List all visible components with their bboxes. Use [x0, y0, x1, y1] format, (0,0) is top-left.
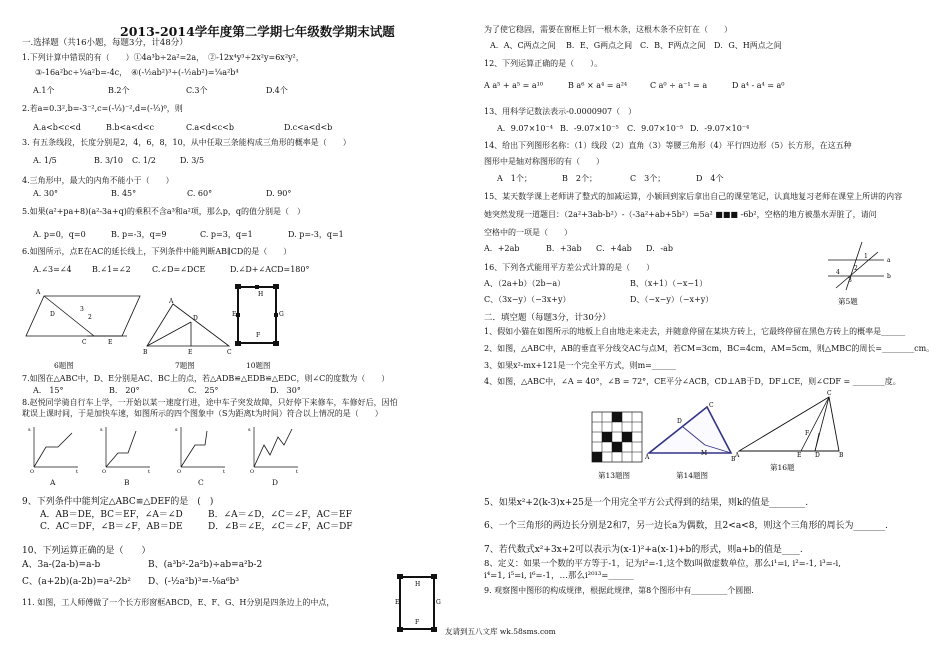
q16-opt-b: B、（x+1）（−x−1） — [630, 279, 708, 288]
q14-opt-c: C 3个； — [630, 174, 666, 183]
svg-text:A: A — [645, 454, 650, 461]
q13: 13、用科学记数法表示-0.0000907（ ） — [484, 107, 637, 116]
svg-text:C: C — [82, 339, 87, 346]
figure-16-triangle — [735, 390, 845, 459]
svg-text:s: s — [248, 427, 251, 433]
q1-b: ③-16a²bc÷¼a²b=-4c， ④(-½ab²)³÷(-½ab²)=¼a²b⁴ — [35, 68, 239, 77]
svg-text:E: E — [797, 452, 802, 459]
svg-text:3: 3 — [80, 306, 84, 313]
q2-opt-c: C.a<d<c<b — [186, 123, 234, 132]
q15-opt-c: C．+4ab — [596, 244, 632, 253]
svg-text:D: D — [50, 311, 55, 318]
q4-opt-d: D. 90° — [266, 189, 292, 198]
q12-opt-c: C a⁰ ÷ a⁻¹ = a — [650, 81, 708, 90]
q7-opt-a: A. 15° — [33, 386, 64, 395]
q3: 3. 有五条线段，长度分别是2，4，6，8，10，从中任取三条能构成三角形的概率是（ ） — [22, 138, 351, 147]
q2-opt-d: D.c<a<d<b — [284, 123, 333, 132]
fill-5: 5、如果x²+2(k-3)x+25是一个用完全平方公式得到的结果，则k的值是________. — [484, 498, 809, 508]
q8-a: 8.赵悦同学骑自行车上学，一开始以某一速度行进，途中车子突发故障，只好停下来修车，车修好后，因怕 — [22, 398, 398, 407]
svg-text:C: C — [227, 349, 232, 356]
svg-text:4: 4 — [836, 269, 840, 276]
q11-cont: 为了使它稳固，需要在窗框上钉一根木条，这根木条不应钉在（ ） — [484, 25, 732, 34]
caption-16: 第16题 — [770, 463, 795, 472]
q15-opt-a: A．+2ab — [484, 244, 520, 253]
q9-opt-d: D．∠B＝∠E，∠C＝∠F，AC＝DF — [208, 522, 353, 532]
q15: 15、某天数学课上老师讲了整式的加减运算，小颖回到家后拿出自己的课堂笔记，认真地复习老师在课堂上所讲的内容 — [484, 192, 903, 201]
graph-a — [28, 425, 83, 475]
q12-opt-a: A a⁵ + a⁵ = a¹⁰ — [484, 81, 544, 90]
q11-opt-c: C．B、F两点之间 — [640, 41, 706, 50]
graph-b — [100, 425, 155, 475]
q13-opt-d: D．-9.07×10⁻⁴ — [690, 124, 750, 133]
svg-text:F: F — [805, 430, 810, 437]
fill-6: 6、一个三角形的两边长分别是2和7，另一边长a为偶数，且2<a<8，则这个三角形的周长为_______. — [484, 521, 888, 531]
caption-fig6: 6题图 — [54, 361, 74, 370]
svg-text:1: 1 — [864, 253, 868, 260]
q7-opt-b: B. 20° — [109, 386, 140, 395]
footer-watermark: 友请到五八文库 wk.58sms.com — [445, 627, 556, 636]
q13-opt-c: C．9.07×10⁻⁵ — [627, 124, 684, 133]
q14-opt-b: B 2个； — [562, 174, 597, 183]
fill-8-b: i⁴=1, i⁵=i, i⁶=-1，…那么i²⁰¹³=______ — [484, 571, 634, 581]
q15-opt-b: B．+3ab — [546, 244, 582, 253]
q15-c: 空格中的一项是（ ） — [484, 228, 572, 237]
q5-opt-d: D. p=-3，q=1 — [288, 230, 344, 239]
svg-text:E: E — [232, 311, 237, 318]
q2-opt-a: A.a<b<c<d — [33, 123, 81, 132]
q1-opt-b: B.2个 — [108, 86, 130, 95]
svg-text:A: A — [36, 289, 41, 296]
q10-opt-a: A、3a-(2a-b)=a-b — [22, 560, 101, 570]
svg-text:a: a — [887, 257, 891, 264]
q4: 4.三角形中，最大的内角不能小于（ ） — [22, 176, 174, 185]
page-title: 2013-2014学年度第二学期七年级数学期末试题 — [120, 24, 395, 39]
caption-14: 第14题图 — [676, 471, 709, 480]
fig5-caption: 第5题 — [838, 297, 858, 306]
svg-text:A: A — [735, 452, 740, 459]
fill-3: 3、如果x²-mx+121是一个完全平方式，则m=______ — [484, 361, 676, 370]
svg-text:E: E — [108, 339, 113, 346]
q5: 5.如果(a²+pa+8)(a²-3a+q)的乘积不含a³和a²项，那么p，q的值分别是（ ） — [22, 207, 306, 216]
q6-opt-a: A.∠3=∠4 — [33, 265, 72, 274]
q14-opt-d: D 4个 — [696, 174, 724, 183]
svg-text:C: C — [827, 390, 832, 397]
svg-text:G: G — [436, 599, 441, 606]
q9-opt-a: A．AB＝DE，BC＝EF，∠A＝∠D — [40, 510, 183, 520]
figure-10-window — [232, 284, 282, 354]
q6-opt-b: B.∠1=∠2 — [92, 265, 131, 274]
q16-opt-c: C、（3x−y）（−3x+y） — [484, 295, 571, 304]
q10-opt-b: B、(a³b²-2a²b)÷ab=a²b-2 — [148, 560, 263, 570]
q14-opt-a: A 1个； — [497, 174, 532, 183]
q12: 12、下列运算正确的是（ ）。 — [484, 59, 603, 68]
q6: 6.如图所示，点E在AC的延长线上，下列条件中能判断AB∥CD的是（ ） — [22, 247, 292, 256]
q11: 11. 如图，工人师傅做了一个长方形窗框ABCD，E、F、G、H分别是四条边上的中点， — [22, 598, 335, 607]
svg-text:t: t — [223, 469, 226, 475]
fill-8-a: 8、定义：如果一个数的平方等于-1，记为i²=-1,这个数i叫做虚数单位，那么i¹=i, i²=-1, i³=-i, — [484, 559, 841, 569]
svg-text:B: B — [731, 456, 736, 463]
q8-b: 耽误上课时间，于是加快车速，如图所示的四个图象中（S为距离t为时间）符合以上情况的是（ ） — [22, 409, 383, 418]
svg-text:B: B — [839, 452, 844, 459]
svg-text:t: t — [76, 469, 79, 475]
svg-text:3: 3 — [848, 277, 852, 284]
q2: 2.若a=0.3²,b=-3⁻²,c=(-⅓)⁻²,d=(-⅓)⁰，则 — [22, 104, 183, 113]
q7: 7.如图在△ABC中，D、E分别是AC、BC上的点，若△ADB≌△EDB≌△EDC，则∠C的度数为（ ） — [22, 374, 390, 383]
q9-opt-b: B．∠A＝∠D，∠C＝∠F，AC＝EF — [208, 510, 352, 520]
svg-text:E: E — [395, 599, 400, 606]
svg-text:G: G — [279, 311, 284, 318]
q16: 16、下列各式能用平方差公式计算的是（ ） — [484, 263, 655, 272]
q2-opt-b: B.b<a<d<c — [106, 123, 155, 132]
caption-fig7: 7题图 — [175, 361, 195, 370]
graph-a-label: A — [50, 478, 56, 487]
q3-opt-b: B. 3/10 — [94, 156, 123, 165]
svg-text:t: t — [148, 469, 151, 475]
q1-opt-a: A.1个 — [33, 86, 55, 95]
fill-9: 9. 观察图中图形的构成规律，根据此规律，第8个图形中有_________个圆圈. — [484, 586, 754, 595]
q10-opt-d: D、(-½a²b)³=-⅛a⁶b³ — [148, 577, 239, 587]
q6-opt-d: D.∠D+∠ACD=180° — [230, 265, 310, 274]
graph-d — [248, 425, 303, 475]
q11-opt-b: B．E、G两点之间 — [566, 41, 633, 50]
svg-text:H: H — [415, 581, 421, 588]
q11-opt-a: A．A、C两点之间 — [490, 41, 556, 50]
q16-opt-d: D、（−x−y）（−x+y） — [630, 295, 714, 304]
q1-opt-d: D.4个 — [266, 86, 288, 95]
svg-text:B: B — [143, 349, 148, 356]
svg-text:C: C — [709, 402, 714, 409]
svg-text:D: D — [677, 418, 682, 425]
fill-2: 2、如图，△ABC中，AB的垂直平分线交AC与点M，若CM=3cm，BC=4cm，AM=5cm，则△MBC的周长=________cm。 — [484, 344, 935, 353]
svg-text:2: 2 — [854, 265, 858, 272]
q5-opt-c: C. p=3，q=1 — [200, 230, 253, 239]
svg-text:s: s — [100, 427, 103, 433]
figure-14-triangle — [645, 402, 736, 465]
q4-opt-c: C. 60° — [187, 189, 213, 198]
figure-13-grid — [592, 412, 646, 466]
graph-d-label: D — [272, 478, 279, 487]
q4-opt-a: A. 30° — [33, 189, 59, 198]
figure-5 — [824, 240, 904, 292]
q10-opt-c: C、(a+2b)(a-2b)=a²-2b² — [22, 577, 131, 587]
figure-11-window — [395, 574, 440, 636]
q5-opt-a: A. p=0，q=0 — [33, 230, 86, 239]
q6-opt-c: C.∠D=∠DCE — [152, 265, 206, 274]
q12-opt-b: B a⁶ × a⁴ = a²⁴ — [568, 81, 628, 90]
q13-opt-b: B．-9.07×10⁻⁵ — [560, 124, 619, 133]
q9: 9、下列条件中能判定△ABC≌△DEF的是 ( ) — [22, 497, 214, 507]
fill-1: 1、假如小猫在如图所示的地板上自由地走来走去，并随意停留在某块方砖上，它最终停留在黑色方砖上的概率是______ — [484, 327, 906, 336]
caption-13: 第13题图 — [598, 471, 631, 480]
figure-6 — [22, 286, 152, 346]
svg-text:O: O — [177, 469, 182, 475]
svg-text:O: O — [30, 469, 35, 475]
svg-text:s: s — [175, 427, 178, 433]
q11-opt-d: D．G、H两点之间 — [714, 41, 782, 50]
q1-opt-c: C.3个 — [186, 86, 208, 95]
q3-opt-a: A. 1/5 — [33, 156, 57, 165]
fill-7: 7、若代数式x²+3x+2可以表示为(x-1)²+a(x-1)+b的形式，则a+b的值是____. — [484, 545, 803, 555]
svg-text:F: F — [415, 619, 420, 626]
figure-7 — [143, 300, 233, 360]
svg-text:b: b — [887, 273, 891, 280]
svg-text:F: F — [256, 332, 261, 339]
svg-text:O: O — [250, 469, 255, 475]
graph-c — [175, 425, 230, 475]
q15-b: 她突然发现一道题目：（2a²+3ab-b²）-（-3a²+ab+5b²）=5a² ■■■ -6b²，空格的地方被墨水弄脏了，请问 — [484, 210, 877, 219]
svg-text:H: H — [258, 291, 264, 298]
q5-opt-b: B. p=-3，q=9 — [111, 230, 167, 239]
graph-c-label: C — [198, 478, 204, 487]
caption-fig10: 10题图 — [246, 361, 271, 370]
q14-b: 图形中是轴对称图形的有（ ） — [484, 157, 604, 166]
q15-opt-d: D．-ab — [646, 244, 674, 253]
q7-opt-d: D. 30° — [270, 386, 301, 395]
svg-text:A: A — [169, 298, 174, 305]
q3-opt-d: D. 3/5 — [180, 156, 205, 165]
svg-text:M: M — [701, 450, 708, 457]
svg-text:t: t — [296, 469, 299, 475]
svg-text:O: O — [102, 469, 107, 475]
fill-4: 4、如图，△ABC中，∠A = 40°，∠B = 72°，CE平分∠ACB，CD⊥AB于D，DF⊥CE，则∠CDF = ________度。 — [484, 377, 901, 386]
q1: 1.下列计算中错误的有（ ）①4a³b÷2a²=2a， ②-12x⁴y³÷2x²y=6x²y²， — [22, 53, 304, 62]
svg-text:2: 2 — [88, 314, 92, 321]
svg-text:D: D — [815, 452, 820, 459]
q7-opt-c: C. 25° — [188, 386, 219, 395]
q10: 10、下列运算正确的是（ ） — [22, 546, 151, 556]
q14: 14、给出下列图形名称：（1）线段（2）直角（3）等腰三角形（4）平行四边形（5）长方形，在这五种 — [484, 141, 852, 150]
q12-opt-d: D a⁴ - a⁴ = a⁰ — [732, 81, 785, 90]
q13-opt-a: A．9.07×10⁻⁴ — [497, 124, 553, 133]
svg-text:s: s — [28, 427, 31, 433]
graph-b-label: B — [124, 478, 130, 487]
section2-header: 二．填空题（每题3分，计30分） — [484, 313, 611, 323]
q3-opt-c: C. 1/2 — [132, 156, 156, 165]
q16-opt-a: A、（2a+b）（2b−a） — [484, 279, 566, 288]
section1-header: 一.选择题（共16小题，每题3分，计48分） — [22, 38, 188, 48]
svg-text:E: E — [188, 349, 193, 356]
q9-opt-c: C．AC＝DF，∠B＝∠F，AB＝DE — [40, 522, 183, 532]
q4-opt-b: B. 45° — [111, 189, 137, 198]
svg-text:D: D — [193, 315, 198, 322]
